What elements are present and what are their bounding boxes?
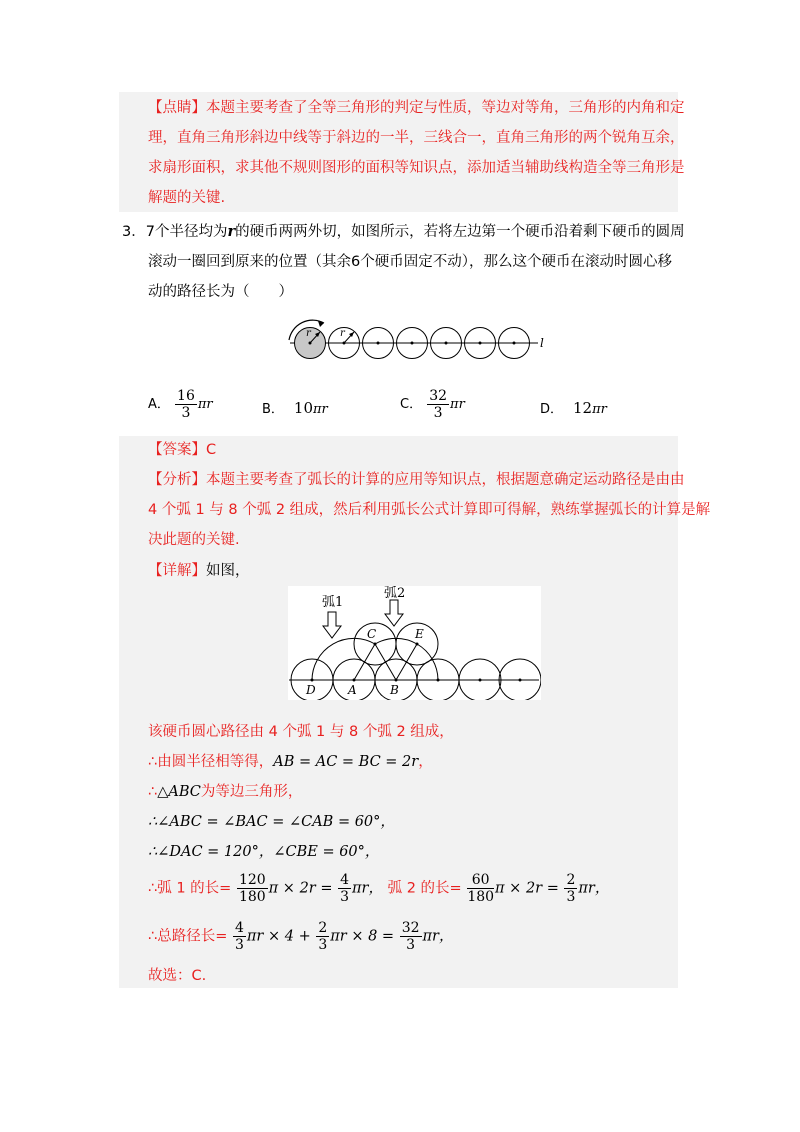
question-line-1: 3．7个半径均为r的硬币两两外切，如图所示，若将左边第一个硬币沿着剩下硬币的圆周 <box>122 223 685 240</box>
question-number: 3． <box>122 224 146 240</box>
arc-figure <box>288 586 541 700</box>
detail-step-6: ∴弧 1 的长= $\frac{120}{180}$ π × 2r = $\frac{4}{3}$ πr， 弧 2 的长= $\frac{60}{180}$ π × 2r = $\frac{2}{3}$ πr， <box>148 872 610 905</box>
label-c: C <box>367 627 377 641</box>
dianjing-line-1: 【点睛】本题主要考查了全等三角形的判定与性质，等边对等角，三角形的内角和定 <box>148 100 685 116</box>
dianjing-line-2: 理，直角三角形斜边中线等于斜边的一半，三线合一，直角三角形的两个锐角互余， <box>148 130 685 146</box>
question-line-2: 滚动一圈回到原来的位置（其余6个硬币固定不动），那么这个硬币在滚动时圆心移 <box>148 254 672 270</box>
question-line-3: 动的路径长为（ ） <box>148 284 293 300</box>
dianjing-tag: 【点睛】 <box>148 100 206 116</box>
option-c[interactable]: C． $\frac{32}{3}$ πr <box>400 388 465 421</box>
detail-step-3: ∴△ABC为等边三角形， <box>148 784 303 800</box>
detail-step-2: ∴由圆半径相等得，AB = AC = BC = 2r， <box>148 754 433 770</box>
detail-step-8: 故选：C. <box>148 968 207 984</box>
dianjing-line-3: 求扇形面积，求其他不规则图形的面积等知识点，添加适当辅助线构造全等三角形是 <box>148 160 685 176</box>
detail-step-4: ∴∠ABC = ∠BAC = ∠CAB = 60°， <box>148 814 395 830</box>
option-d[interactable]: D． 12πr <box>540 399 607 417</box>
analysis-line-3: 决此题的关键. <box>148 532 240 548</box>
label-r2: r <box>340 328 345 339</box>
detail-intro: 【详解】如图， <box>148 563 250 579</box>
label-r1: r <box>306 328 311 339</box>
coins-figure <box>280 314 550 376</box>
detail-step-7: ∴总路径长= $\frac{4}{3}$ πr × 4 + $\frac{2}{3}$ πr × 8 = $\frac{32}{3}$ πr， <box>148 920 454 953</box>
analysis-line-1: 【分析】本题主要考查了弧长的计算的应用等知识点，根据题意确定运动路径是由由 <box>148 472 685 488</box>
label-l: l <box>540 336 544 350</box>
detail-step-1: 该硬币圆心路径由 4 个弧 1 与 8 个弧 2 组成， <box>148 724 454 740</box>
dianjing-line-4: 解题的关键. <box>148 190 226 206</box>
answer-line: 【答案】C <box>148 442 217 458</box>
label-arc1: 弧1 <box>322 595 344 610</box>
label-arc2: 弧2 <box>384 586 406 601</box>
option-a[interactable]: A． $\frac{16}{3}$ πr <box>148 388 213 421</box>
option-b[interactable]: B． 10πr <box>262 399 328 417</box>
detail-step-5: ∴∠DAC = 120°，∠CBE = 60°， <box>148 844 380 860</box>
label-d: D <box>306 683 316 697</box>
label-e: E <box>415 627 424 641</box>
label-b: B <box>390 683 399 697</box>
label-a: A <box>348 683 357 697</box>
analysis-line-2: 4 个弧 1 与 8 个弧 2 组成，然后利用弧长公式计算即可得解，熟练掌握弧长的计算是解 <box>148 502 711 518</box>
